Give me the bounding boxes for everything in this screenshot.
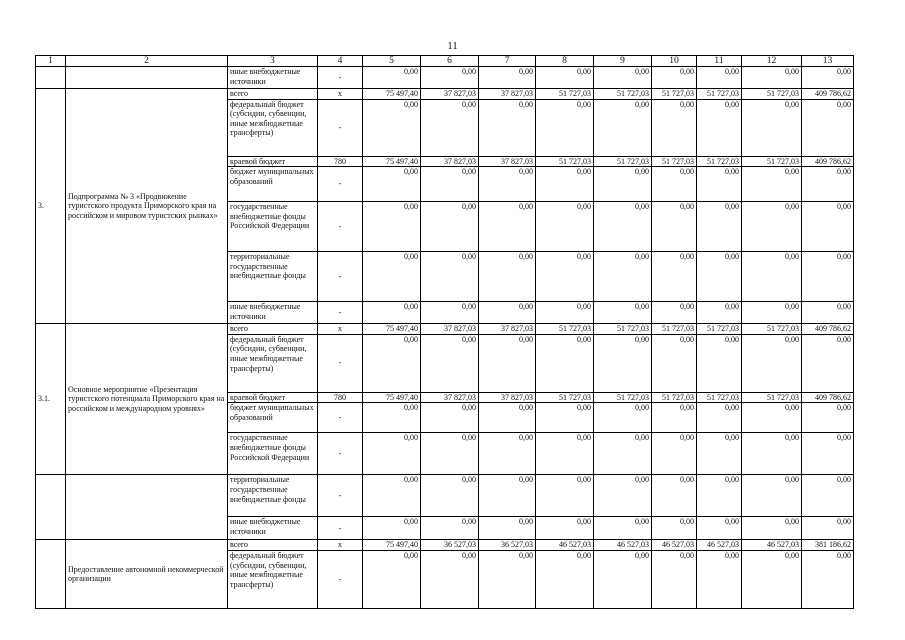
item-number [36,475,66,540]
amount-cell: 0,00 [421,302,479,324]
amount-cell: 0,00 [363,252,421,302]
amount-cell: 0,00 [594,403,652,433]
amount-cell: 0,00 [697,167,742,202]
amount-cell: 0,00 [479,167,536,202]
amount-cell: 0,00 [802,99,854,156]
amount-cell: 0,00 [421,99,479,156]
amount-cell: 0,00 [652,99,697,156]
amount-cell: 0,00 [802,403,854,433]
amount-cell: 75 497,40 [363,156,421,167]
amount-cell: 0,00 [697,475,742,517]
amount-cell: 0,00 [652,475,697,517]
amount-cell: 46 527,03 [536,540,594,551]
amount-cell: 0,00 [652,550,697,608]
funding-source: бюджет муниципальных образований [228,167,318,202]
amount-cell: 0,00 [802,475,854,517]
column-header: 10 [652,56,697,67]
amount-cell: 0,00 [802,550,854,608]
amount-cell: 0,00 [742,252,802,302]
item-number: 3.1. [36,324,66,475]
amount-cell: 51 727,03 [742,392,802,403]
amount-cell: 37 827,03 [479,324,536,335]
amount-cell: 0,00 [479,334,536,392]
table-row [36,67,854,89]
funding-source: государственные внебюджетные фонды Российской Федерации [228,433,318,475]
budget-code: - [318,302,363,324]
header-row [36,56,854,67]
amount-cell: 51 727,03 [536,89,594,100]
amount-cell: 0,00 [697,403,742,433]
item-name [66,67,228,89]
amount-cell: 51 727,03 [536,392,594,403]
amount-cell: 51 727,03 [742,89,802,100]
amount-cell: 0,00 [742,99,802,156]
funding-source: иные внебюджетные источники [228,517,318,540]
amount-cell: 0,00 [652,67,697,89]
amount-cell: 409 786,62 [802,392,854,403]
column-header: 6 [421,56,479,67]
amount-cell: 0,00 [594,517,652,540]
amount-cell: 0,00 [742,167,802,202]
amount-cell: 0,00 [363,302,421,324]
item-name: Основное мероприятие «Презентация туристского потенциала Приморского края на российском и международном уровнях» [66,324,228,475]
column-header: 4 [318,56,363,67]
amount-cell: 36 527,03 [421,540,479,551]
amount-cell: 0,00 [536,252,594,302]
table-row [36,540,854,551]
amount-cell: 0,00 [536,334,594,392]
budget-code: - [318,433,363,475]
budget-code: - [318,202,363,252]
amount-cell: 0,00 [652,403,697,433]
amount-cell: 0,00 [594,99,652,156]
funding-source: всего [228,540,318,551]
amount-cell: 51 727,03 [697,156,742,167]
column-header: 1 [36,56,66,67]
amount-cell: 37 827,03 [479,156,536,167]
amount-cell: 0,00 [536,403,594,433]
amount-cell: 0,00 [479,403,536,433]
budget-code: - [318,167,363,202]
amount-cell: 51 727,03 [697,392,742,403]
column-header: 13 [802,56,854,67]
amount-cell: 0,00 [742,433,802,475]
funding-source: иные внебюджетные источники [228,302,318,324]
table-row [36,89,854,100]
amount-cell: 0,00 [697,252,742,302]
amount-cell: 0,00 [697,99,742,156]
amount-cell: 0,00 [802,302,854,324]
amount-cell: 0,00 [742,550,802,608]
funding-source: всего [228,89,318,100]
amount-cell: 51 727,03 [742,156,802,167]
amount-cell: 51 727,03 [652,89,697,100]
amount-cell: 0,00 [594,202,652,252]
amount-cell: 0,00 [697,302,742,324]
amount-cell: 0,00 [802,167,854,202]
item-number [36,67,66,89]
amount-cell: 0,00 [536,433,594,475]
amount-cell: 0,00 [536,167,594,202]
budget-code: 780 [318,392,363,403]
budget-code: - [318,403,363,433]
amount-cell: 0,00 [421,252,479,302]
amount-cell: 0,00 [652,302,697,324]
amount-cell: 75 497,40 [363,540,421,551]
amount-cell: 0,00 [742,517,802,540]
amount-cell: 0,00 [652,334,697,392]
amount-cell: 0,00 [594,167,652,202]
funding-source: краевой бюджет [228,392,318,403]
funding-source: бюджет муниципальных образований [228,403,318,433]
amount-cell: 51 727,03 [594,392,652,403]
amount-cell: 0,00 [536,67,594,89]
amount-cell: 0,00 [742,475,802,517]
budget-code: - [318,475,363,517]
budget-code: - [318,334,363,392]
amount-cell: 0,00 [479,67,536,89]
amount-cell: 0,00 [421,334,479,392]
amount-cell: 0,00 [479,302,536,324]
item-number: 3. [36,89,66,324]
amount-cell: 51 727,03 [697,324,742,335]
amount-cell: 51 727,03 [594,324,652,335]
amount-cell: 51 727,03 [594,156,652,167]
budget-code: x [318,540,363,551]
amount-cell: 0,00 [697,433,742,475]
amount-cell: 0,00 [536,99,594,156]
amount-cell: 0,00 [594,550,652,608]
budget-code: - [318,517,363,540]
amount-cell: 37 827,03 [421,392,479,403]
amount-cell: 0,00 [536,475,594,517]
amount-cell: 0,00 [363,550,421,608]
column-header: 8 [536,56,594,67]
funding-source: федеральный бюджет (субсидии, субвенции, иные межбюджетные трансферты) [228,334,318,392]
funding-source: федеральный бюджет (субсидии, субвенции, иные межбюджетные трансферты) [228,550,318,608]
amount-cell: 75 497,40 [363,324,421,335]
amount-cell: 75 497,40 [363,392,421,403]
amount-cell: 0,00 [421,202,479,252]
budget-code: 780 [318,156,363,167]
column-header: 12 [742,56,802,67]
amount-cell: 0,00 [697,334,742,392]
amount-cell: 0,00 [742,403,802,433]
amount-cell: 0,00 [479,99,536,156]
amount-cell: 0,00 [652,433,697,475]
amount-cell: 0,00 [421,167,479,202]
amount-cell: 0,00 [594,67,652,89]
amount-cell: 0,00 [421,517,479,540]
amount-cell: 0,00 [697,67,742,89]
amount-cell: 0,00 [697,517,742,540]
item-name: Предоставление автономной некоммерческой организации [66,540,228,609]
amount-cell: 0,00 [363,433,421,475]
amount-cell: 0,00 [742,334,802,392]
amount-cell: 37 827,03 [421,156,479,167]
table-row [36,324,854,335]
amount-cell: 381 186,62 [802,540,854,551]
amount-cell: 37 827,03 [421,89,479,100]
funding-source: государственные внебюджетные фонды Российской Федерации [228,202,318,252]
amount-cell: 0,00 [652,202,697,252]
funding-source: территориальные государственные внебюджетные фонды [228,252,318,302]
amount-cell: 0,00 [479,433,536,475]
amount-cell: 0,00 [479,202,536,252]
amount-cell: 0,00 [594,334,652,392]
funding-source: иные внебюджетные источники [228,67,318,89]
amount-cell: 0,00 [421,475,479,517]
amount-cell: 37 827,03 [421,324,479,335]
budget-code: - [318,550,363,608]
amount-cell: 0,00 [536,302,594,324]
budget-code: x [318,324,363,335]
amount-cell: 0,00 [594,302,652,324]
item-name [66,475,228,540]
column-header: 9 [594,56,652,67]
amount-cell: 0,00 [802,433,854,475]
amount-cell: 0,00 [697,202,742,252]
amount-cell: 0,00 [652,252,697,302]
amount-cell: 0,00 [594,475,652,517]
amount-cell: 0,00 [802,517,854,540]
amount-cell: 51 727,03 [652,392,697,403]
amount-cell: 0,00 [363,99,421,156]
amount-cell: 0,00 [363,475,421,517]
column-header: 7 [479,56,536,67]
column-header: 5 [363,56,421,67]
amount-cell: 46 527,03 [652,540,697,551]
amount-cell: 0,00 [363,202,421,252]
amount-cell: 0,00 [421,433,479,475]
budget-code: - [318,252,363,302]
amount-cell: 409 786,62 [802,89,854,100]
column-header: 2 [66,56,228,67]
page-number: 11 [447,40,458,52]
amount-cell: 0,00 [421,67,479,89]
amount-cell: 0,00 [363,334,421,392]
amount-cell: 0,00 [421,550,479,608]
amount-cell: 0,00 [479,517,536,540]
amount-cell: 36 527,03 [479,540,536,551]
amount-cell: 0,00 [652,517,697,540]
amount-cell: 0,00 [697,550,742,608]
funding-source: федеральный бюджет (субсидии, субвенции, иные межбюджетные трансферты) [228,99,318,156]
amount-cell: 0,00 [421,403,479,433]
amount-cell: 0,00 [594,433,652,475]
amount-cell: 51 727,03 [652,156,697,167]
amount-cell: 0,00 [363,403,421,433]
amount-cell: 0,00 [479,252,536,302]
amount-cell: 37 827,03 [479,89,536,100]
amount-cell: 46 527,03 [594,540,652,551]
amount-cell: 0,00 [742,302,802,324]
amount-cell: 409 786,62 [802,324,854,335]
amount-cell: 0,00 [802,202,854,252]
amount-cell: 51 727,03 [742,324,802,335]
amount-cell: 37 827,03 [479,392,536,403]
amount-cell: 0,00 [536,550,594,608]
budget-code: x [318,89,363,100]
amount-cell: 51 727,03 [594,89,652,100]
column-header: 3 [228,56,318,67]
funding-source: краевой бюджет [228,156,318,167]
budget-code: - [318,67,363,89]
amount-cell: 51 727,03 [536,156,594,167]
amount-cell: 0,00 [479,475,536,517]
amount-cell: 0,00 [536,202,594,252]
item-name: Подпрограмма № 3 «Продвижение туристского продукта Приморского края на российском и мировом туристских рынках» [66,89,228,324]
amount-cell: 0,00 [594,252,652,302]
funding-source: всего [228,324,318,335]
amount-cell: 0,00 [742,67,802,89]
budget-table [35,55,854,609]
amount-cell: 0,00 [802,67,854,89]
amount-cell: 0,00 [742,202,802,252]
amount-cell: 0,00 [479,550,536,608]
item-number [36,540,66,609]
amount-cell: 51 727,03 [536,324,594,335]
column-header: 11 [697,56,742,67]
amount-cell: 75 497,40 [363,89,421,100]
amount-cell: 51 727,03 [652,324,697,335]
amount-cell: 0,00 [802,252,854,302]
amount-cell: 0,00 [363,517,421,540]
amount-cell: 0,00 [652,167,697,202]
amount-cell: 51 727,03 [697,89,742,100]
amount-cell: 46 527,03 [742,540,802,551]
amount-cell: 0,00 [363,167,421,202]
funding-source: территориальные государственные внебюджетные фонды [228,475,318,517]
amount-cell: 0,00 [363,67,421,89]
budget-code: - [318,99,363,156]
amount-cell: 0,00 [802,334,854,392]
amount-cell: 409 786,62 [802,156,854,167]
amount-cell: 46 527,03 [697,540,742,551]
table-row [36,475,854,517]
amount-cell: 0,00 [536,517,594,540]
